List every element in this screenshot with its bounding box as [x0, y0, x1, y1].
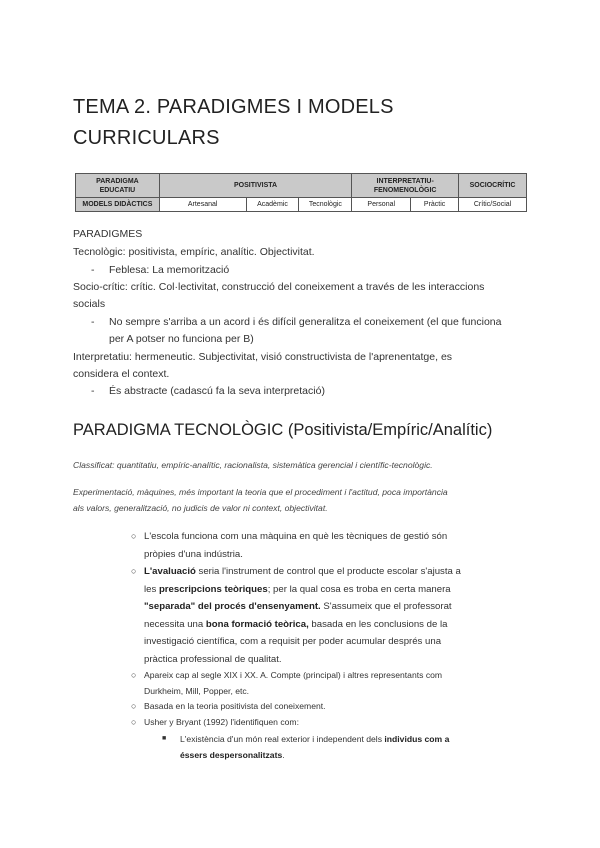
section-heading: PARADIGMA TECNOLÒGIC (Positivista/Empíric/Analític): [73, 421, 493, 439]
cell-artesanal: Artesanal: [159, 198, 246, 212]
cell-academic: Acadèmic: [246, 198, 299, 212]
experimentacio-line-1: Experimentació, màquines, més important la teoria que el procediment i l'actitud, poca importància: [73, 487, 448, 497]
experimentacio-line-2: als valors, generalització, no judicis de valor ni context, objectivitat.: [73, 503, 328, 513]
header-positivista: POSITIVISTA: [159, 174, 352, 198]
page-title: [73, 92, 394, 154]
table-header-row: [76, 174, 527, 198]
line-socio-1: Socio-crític: crític. Col·lectivitat, construcció del coneixement a través de les interaccions: [73, 281, 485, 293]
cell-tecnologic: Tecnològic: [299, 198, 352, 212]
paradigms-table: [75, 173, 527, 212]
paradigmes-heading: PARADIGMES: [73, 228, 143, 240]
line-socio-2: socials: [73, 298, 106, 310]
cell-personal: Personal: [352, 198, 411, 212]
cell-practic: Pràctic: [411, 198, 459, 212]
table-row-models: [76, 198, 527, 212]
header-paradigma: PARADIGMA EDUCATIU: [76, 174, 160, 198]
line-interp-1: Interpretatiu: hermeneutic. Subjectivitat, visió constructivista de l'aprenentatge, es: [73, 351, 453, 363]
line-interp-2: considera el context.: [73, 368, 170, 380]
models-label: MODELS DIDÀCTICS: [76, 198, 160, 212]
title-line-2: CURRICULARS: [73, 127, 220, 149]
header-interpretatiu: INTERPRETATIU- FENOMENOLÒGIC: [352, 174, 459, 198]
title-line-1: TEMA 2. PARADIGMES I MODELS: [73, 96, 394, 118]
cell-critic-social: Crític/Social: [459, 198, 527, 212]
header-sociocritic: SOCIOCRÍTIC: [459, 174, 527, 198]
line-tecnologic: Tecnològic: positivista, empíric, analític. Objectivitat.: [73, 246, 315, 258]
classificat-line: Classificat: quantitatiu, empíric-analític, racionalista, sistemàtica gerencial i científic-tecnològic.: [73, 460, 433, 470]
document-page: TEMA 2. PARADIGMES I MODELS CURRICULARS PARADIGMA EDUCATIU POSITIVISTA INTERPRETATIU- FENOMENOLÒGIC SOCIOCRÍTIC MODELS DIDÀCTICS Artesanal Acadèmic Tecnològic Personal Pràctic Crític/Social PARADIGMES Tecnològic: positivista, empíric, analític. Objectivitat. - Feblesa: La memorització Socio-crític: crític. Col·lectivitat, construcció del coneixement a través de les interaccions socials - No sempre s'arriba a un acord i és difícil generalitza el coneixement (el que funciona per A potser no funciona per B) Interpretatiu: hermeneutic. Subjectivitat, visió constructivista de l'aprenentatge, es considera el context. - És abstracte (cadascú fa la seva interpretació) PARADIGMA TECNOLÒGIC (Positivista/Empíric/Analític) Classificat: quantitatiu, empíric-analític, racionalista, sistemàtica gerencial i científic-tecnològic. Experimentació, màquines, més important la teoria que el procediment i l'actitud, poca importància als valors, generalització, no judicis de valor ni context, objectivitat. ○ L'escola funciona com una màquina en què les tècniques de gestió són pròpies d'una indústria. ○ L'avaluació seria l'instrument de control que el producte escolar s'ajusta a les prescripcions teòriques; per la qual cosa es troba en certa manera "separada" del procés d'ensenyament. S'assumeix que el professorat necessita una bona formació teòrica, basada en les conclusions de la investigació científica, com a requisit per poder acumular després una pràctica professional de qualitat. ○ Apareix cap al segle XIX i XX. A. Compte (principal) i altres representants com Durkheim, Mill, Popper, etc. ○ Basada en la teoria positivista del coneixement. ○ Usher y Bryant (1992) l'identifiquen com: ■ L'existència d'un món real exterior i independent dels individus com a éssers despersonalitzats.: [0, 0, 600, 848]
